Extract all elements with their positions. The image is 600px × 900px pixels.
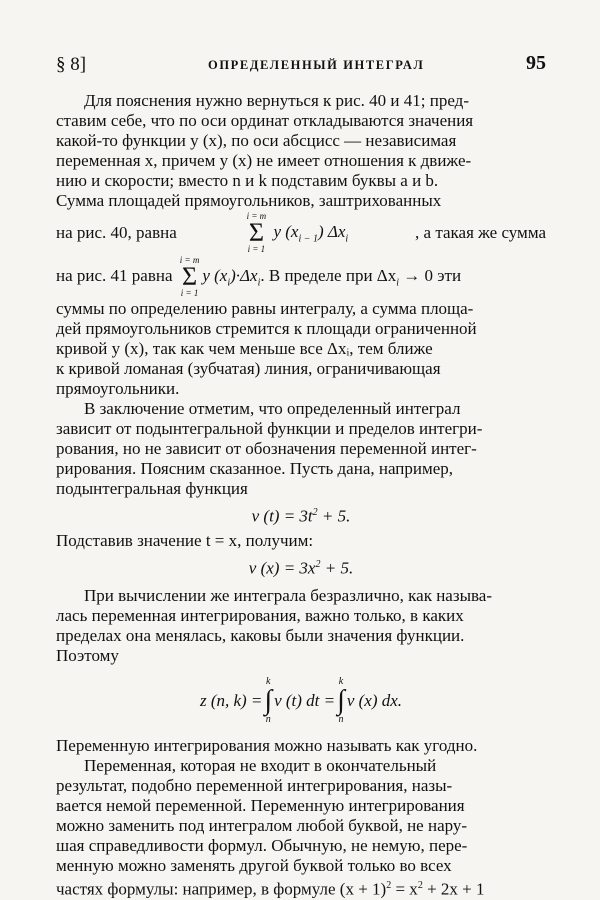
sum2-pre: на рис. 41 равна	[56, 265, 173, 285]
sum1-pre: на рис. 40, равна	[56, 223, 177, 242]
int1-upper: k	[266, 676, 271, 688]
int2-lower: n	[338, 714, 344, 726]
para6-line7	[56, 876, 546, 900]
sum2-sigma	[180, 256, 200, 298]
para1-line9: суммы по определению равны интегралу, а сумма площа-	[56, 299, 474, 318]
sum-line-1	[56, 211, 546, 255]
equation-vt	[56, 503, 546, 527]
integral-1	[264, 677, 272, 725]
equation-integral	[56, 672, 546, 730]
para6-line6: менную можно заменять другой буквой только во всех	[56, 856, 452, 876]
sum1-upper: i = m	[246, 211, 267, 221]
para6-line4: можно заменить под интегралом любой буквой, не нару-	[56, 816, 468, 836]
integral-2	[337, 677, 345, 725]
para6-line7-sup1: 2	[386, 880, 392, 892]
para6-line7-mid: = x	[391, 879, 418, 899]
integral-icon: ∫	[264, 685, 273, 717]
eq2-lhs: v (x) = 3x	[248, 558, 316, 578]
para4-line4: Поэтому	[56, 646, 119, 666]
para5-line1: Переменную интегрирования можно называть как угодно.	[56, 736, 478, 756]
sigma-icon: Σ	[248, 218, 264, 247]
para6-line7-pre: частях формулы: например, в формуле (x + 1)	[56, 879, 387, 899]
eq3-lhs: z (n, k) =	[199, 691, 263, 711]
para1-line6: Сумма площадей прямоугольников, заштрихованных	[56, 191, 442, 210]
sum2-term: y (x	[202, 265, 228, 285]
para3-line1: Подставив значение t = x, получим:	[56, 530, 314, 550]
int1-body: v (t) dt =	[274, 691, 336, 711]
sum2-lower: i = 1	[180, 288, 199, 298]
para1-line11: кривой y (x), так как чем меньше все Δxᵢ, тем ближе	[56, 339, 433, 358]
sum1-sub2: i	[345, 233, 349, 245]
para1-line5: нию и скорости; вместо n и k подставим буквы a и b.	[56, 171, 439, 190]
sum2-upper: i = m	[179, 255, 200, 265]
para2-line5: подынтегральная функция	[56, 479, 248, 498]
int1-lower: n	[265, 714, 271, 726]
int2-body: v (x) dx.	[346, 691, 403, 711]
sum1-term2: ) Δx	[317, 221, 346, 241]
integral-icon: ∫	[337, 685, 345, 717]
equation-vx	[56, 555, 546, 579]
para1-line10: дей прямоугольников стремится к площади ограниченной	[56, 319, 477, 338]
para6-line5: шая справедливости формул. Обычную, не немую, пере-	[56, 836, 468, 856]
sum2-formula	[56, 256, 461, 298]
sum1-lower: i = 1	[247, 244, 266, 254]
para6-line7-sup2: 2	[417, 880, 423, 892]
sum2-post2: → 0 эти	[399, 265, 462, 285]
sigma-icon: Σ	[181, 262, 198, 291]
para1-line4: переменная x, причем y (x) не имеет отношения к движе-	[56, 151, 472, 170]
para6-line7-post: + 2x + 1	[422, 879, 485, 899]
sum1-sigma	[247, 212, 267, 254]
sum2-sub2: i	[257, 277, 261, 289]
sum1-formula	[244, 212, 349, 254]
eq2-rhs: + 5.	[320, 558, 354, 578]
sum1-sub: i − 1	[298, 233, 318, 245]
para2-line3: рования, но не зависит от обозначения переменной интег-	[56, 439, 477, 458]
para6-line1: Переменная, которая не входит в окончательный	[84, 756, 437, 776]
para1-line13: прямоугольники.	[56, 379, 180, 398]
sum-line-2	[56, 255, 546, 299]
para6-line3: вается немой переменной. Переменную интегрирования	[56, 796, 465, 816]
para2-line1: В заключение отметим, что определенный интеграл	[84, 399, 461, 418]
para4-line2: лась переменная интегрирования, важно только, в каких	[56, 606, 464, 626]
page-body	[56, 91, 546, 900]
int2-upper: k	[338, 676, 344, 688]
sum2-term2: )·Δx	[230, 265, 258, 285]
para1-line2: ставим себе, что по оси ординат откладываются значения	[56, 111, 474, 130]
para2-line2: зависит от подынтегральной функции и пределов интегри-	[56, 419, 483, 438]
para1-line12: к кривой ломаная (зубчатая) линия, ограничивающая	[56, 359, 441, 378]
eq2-sup: 2	[315, 558, 321, 570]
para4-line3: пределах она менялась, каковы были значения функции.	[56, 626, 465, 646]
running-title: ОПРЕДЕЛЕННЫЙ ИНТЕГРАЛ	[208, 58, 425, 72]
para4-line1: При вычислении же интеграла безразлично, как называ-	[84, 586, 492, 606]
section-number: § 8]	[56, 54, 87, 75]
page-header	[56, 48, 546, 80]
sum2-sub: i	[227, 277, 231, 289]
sum1-term: y (x	[273, 221, 299, 241]
para2-line4: рирования. Поясним сказанное. Пусть дана, например,	[56, 459, 454, 478]
sum2-post-sub: i	[396, 277, 399, 289]
sum2-post: . В пределе при Δx	[260, 265, 397, 285]
page-number: 95	[526, 52, 546, 74]
eq1-rhs: + 5.	[317, 506, 351, 526]
eq1-lhs: v (t) = 3t	[251, 506, 313, 526]
para1-line3: какой-то функции y (x), по оси абсцисс — независимая	[56, 131, 457, 150]
para6-line2: результат, подобно переменной интегрирования, назы-	[56, 776, 453, 796]
para1-line1: Для пояснения нужно вернуться к рис. 40 и 41; пред-	[84, 91, 469, 110]
sum1-post: , а такая же сумма	[415, 223, 546, 242]
eq1-sup: 2	[312, 507, 318, 518]
